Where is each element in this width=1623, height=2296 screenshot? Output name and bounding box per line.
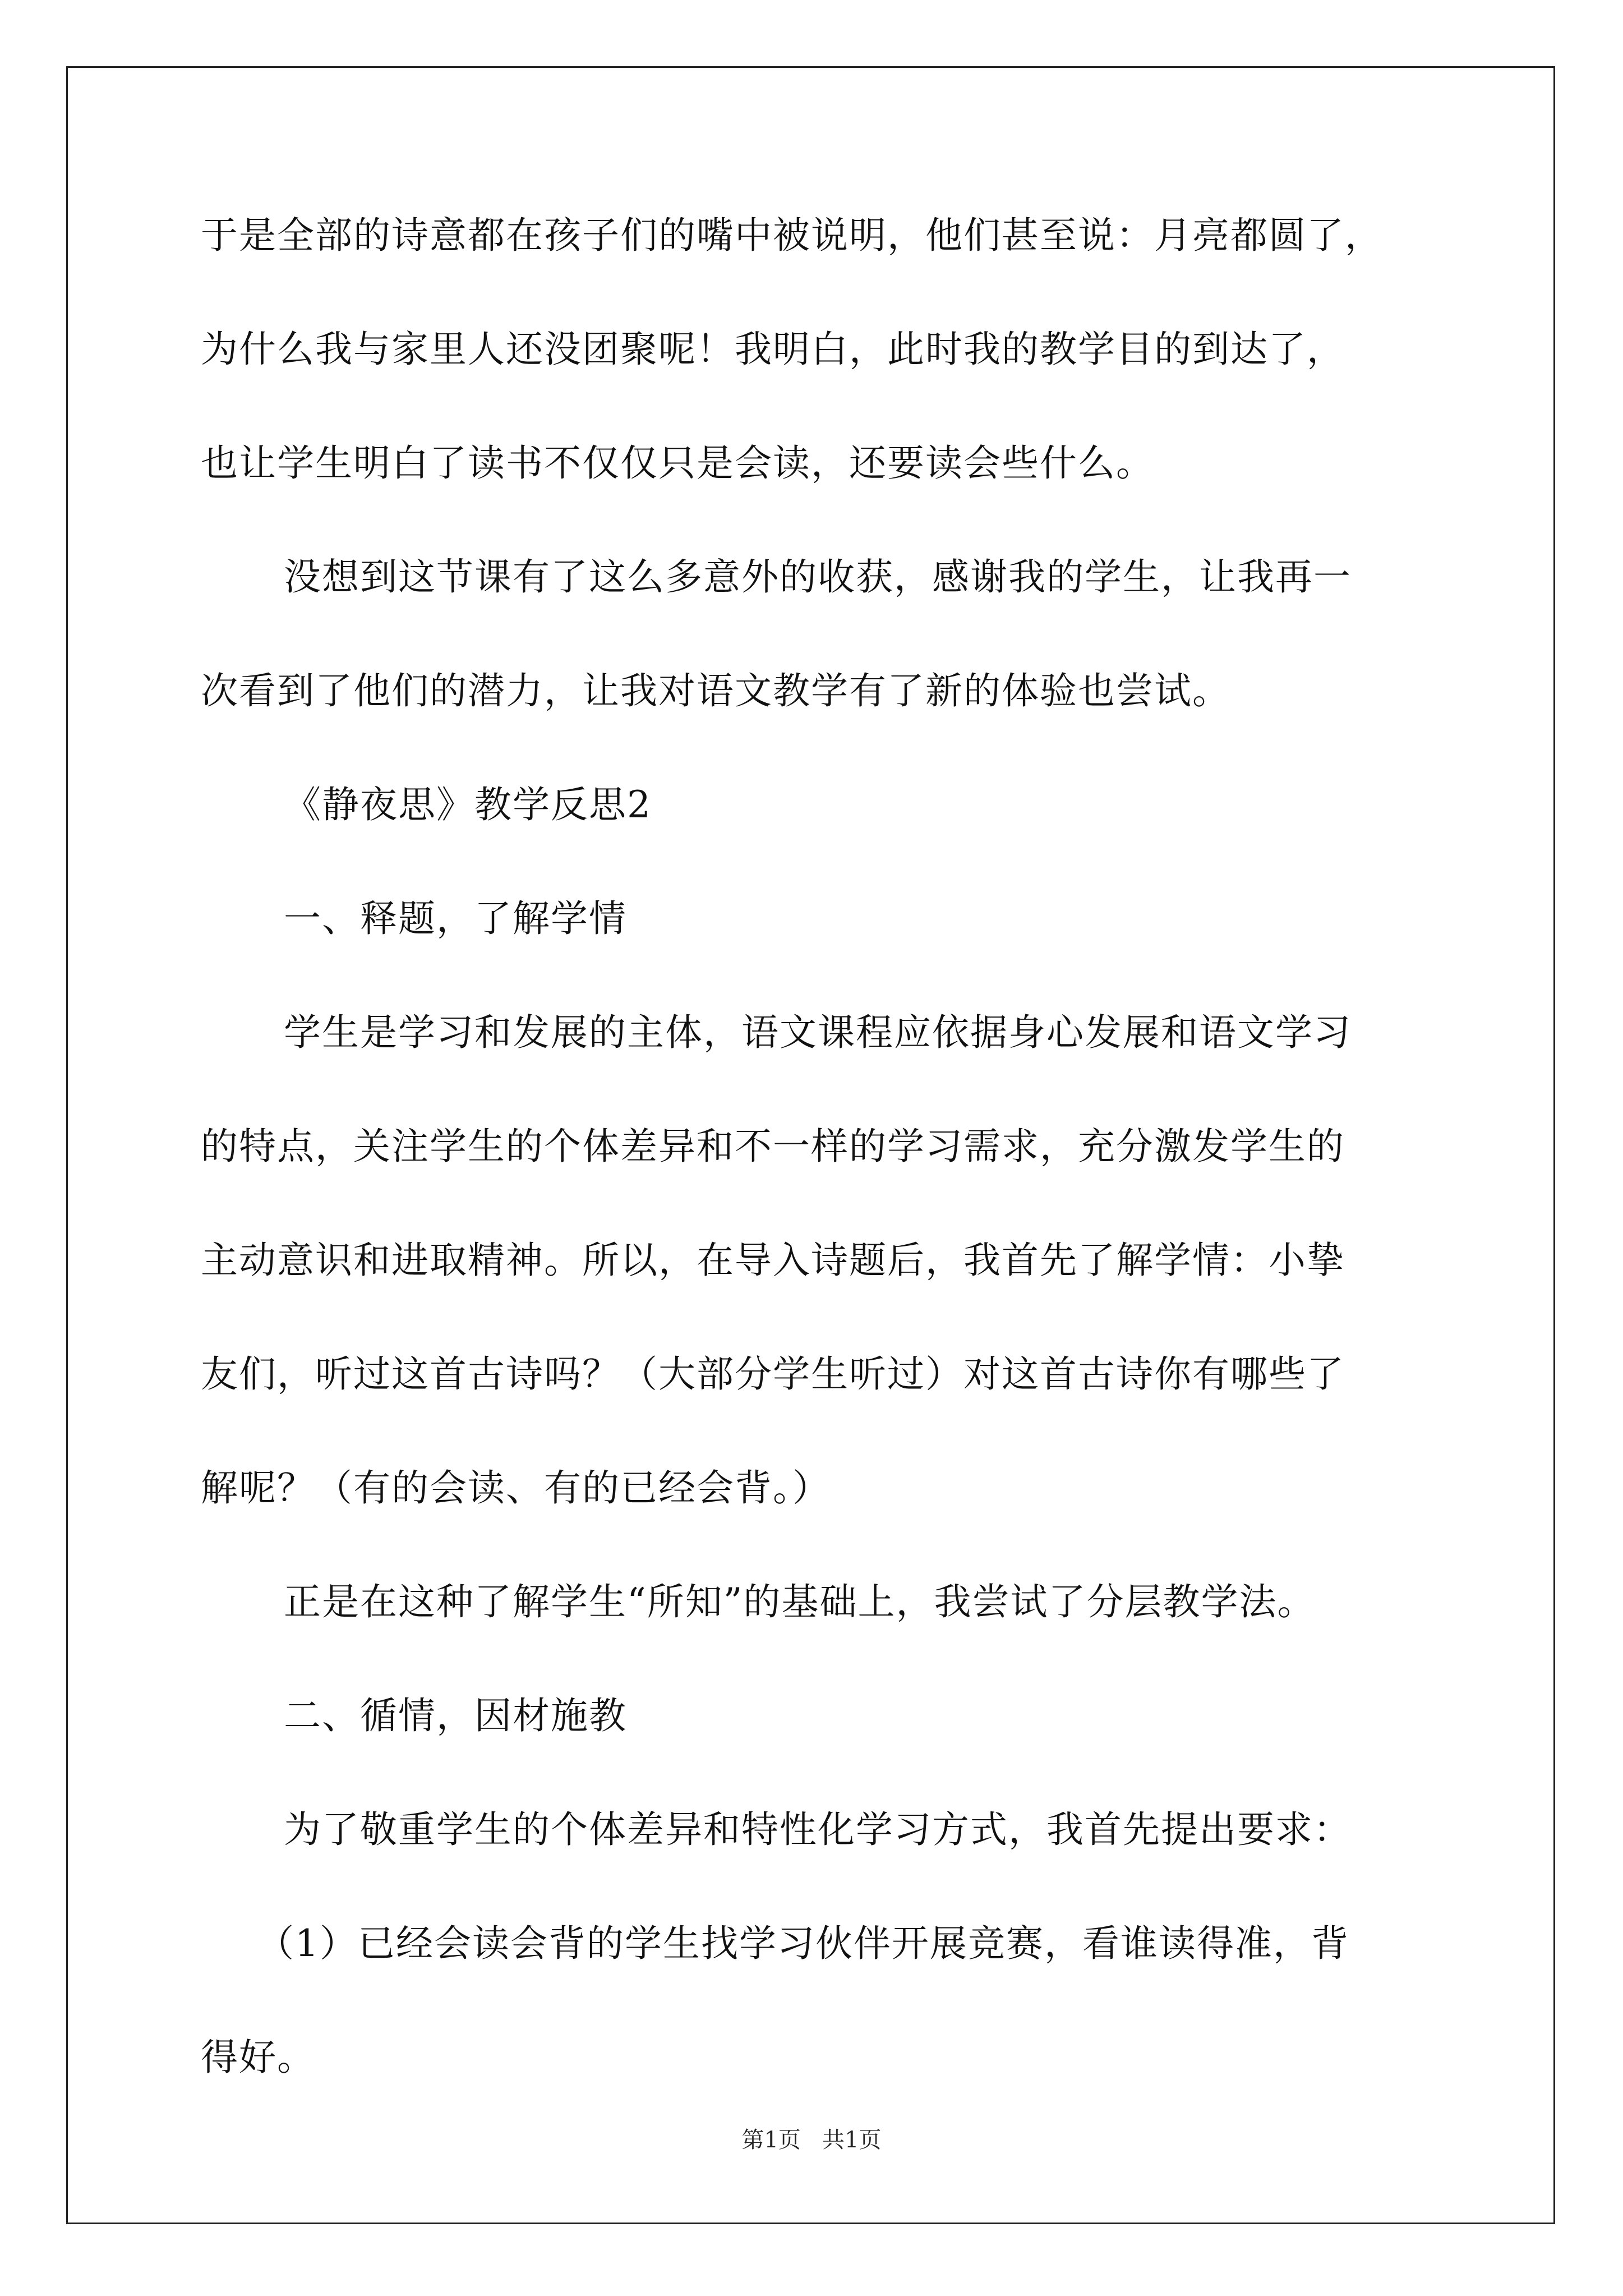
body-text-line: 主动意识和进取精神。所以，在导入诗题后，我首先了解学情：小挚 [201,1239,1345,1282]
body-text-line: 得好。 [201,2036,315,2079]
body-text-line: 于是全部的诗意都在孩子们的嘴中被说明，他们甚至说：月亮都圆了， [201,214,1383,257]
body-text-line: 为什么我与家里人还没团聚呢！我明白，此时我的教学目的到达了， [201,328,1345,371]
body-text-line: 学生是学习和发展的主体，语文课程应依据身心发展和语文学习 [284,1011,1352,1054]
section-title: 《静夜思》教学反思2 [284,783,652,826]
body-text-line: 友们，听过这首古诗吗？（大部分学生听过）对这首古诗你有哪些了 [201,1352,1345,1396]
body-text-line: 正是在这种了解学生“所知”的基础上，我尝试了分层教学法。 [284,1580,1316,1623]
body-text-line: 也让学生明白了读书不仅仅只是会读，还要读会些什么。 [201,441,1154,485]
page-footer: 第1页 共1页 [741,2127,882,2153]
list-item: （1）已经会读会背的学生找学习伙伴开展竞赛，看谁读得准，背 [257,1922,1349,1965]
body-text-line: 没想到这节课有了这么多意外的收获，感谢我的学生，让我再一 [284,555,1352,599]
body-text-line: 的特点，关注学生的个体差异和不一样的学习需求，充分激发学生的 [201,1125,1345,1168]
section-heading: 二、循情，因材施教 [284,1694,627,1737]
body-text-line: 解呢？（有的会读、有的已经会背。） [201,1466,831,1510]
body-text-line: 为了敬重学生的个体差异和特性化学习方式，我首先提出要求： [284,1808,1352,1851]
section-heading: 一、释题，了解学情 [284,897,627,940]
body-text-line: 次看到了他们的潜力，让我对语文教学有了新的体验也尝试。 [201,669,1230,712]
